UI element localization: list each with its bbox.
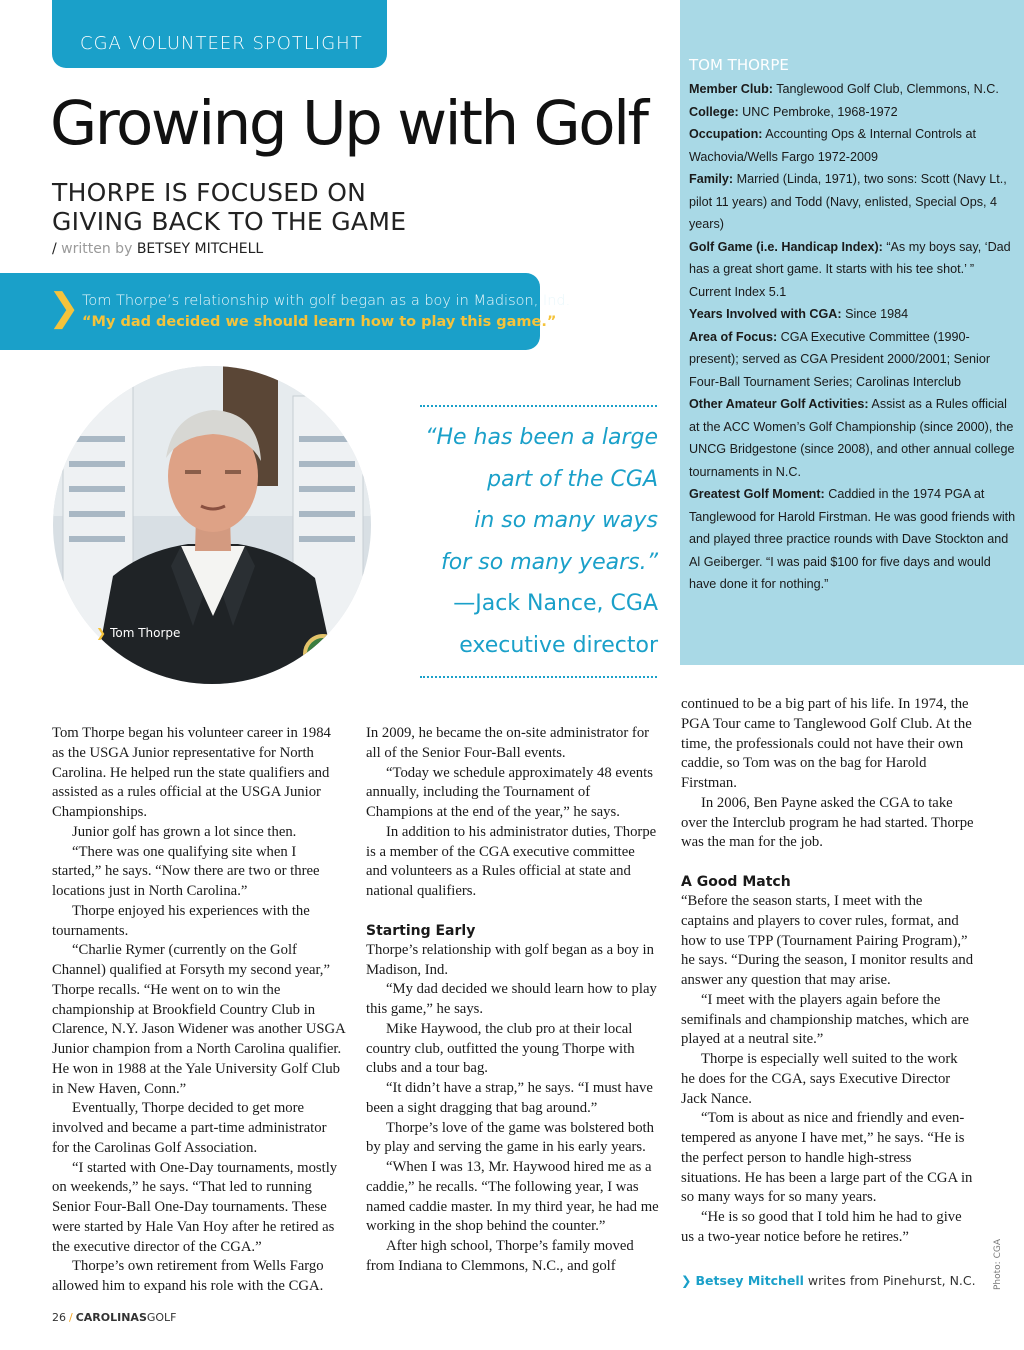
pullquote-line: part of the CGA <box>487 466 658 492</box>
paragraph: After high school, Thorpe’s family moved from Indiana to Clemmons, N.C., and golf <box>366 1238 634 1274</box>
paragraph: Junior golf has grown a lot since then. <box>72 823 297 840</box>
article-title: Growing Up with Golf <box>50 88 647 159</box>
sidebar-title: TOM THORPE <box>689 56 789 74</box>
intro-callout <box>0 273 571 350</box>
photo-caption-text: Tom Thorpe <box>110 626 181 640</box>
paragraph: “Before the season starts, I meet with the captains and players to cover rules, format, and how to use TPP (Tournament Pairing Program),” he says. “During the season, I monitor results and answer any question that may arise. <box>681 893 974 988</box>
article-subtitle <box>52 178 406 236</box>
paragraph: “When I was 13, Mr. Haywood hired me as a caddie,” he recalls. “The following year, I was named caddie master. In my third year, he had me working in the shop behind the counter.” <box>366 1159 659 1235</box>
paragraph: Tom Thorpe began his volunteer career in 1984 as the USGA Junior representative for North Carolina. He helped run the state qualifiers and assisted as a rules official at the USGA Junior Championships. <box>52 725 331 820</box>
sidebar-fact: Golf Game (i.e. Handicap Index): “As my boys say, ‘Dad has a great short game. It starts with his tee shot.’ ” Current Index 5.1 <box>689 239 1011 299</box>
magazine-name-rest: GOLF <box>146 1311 177 1324</box>
magazine-name-bold: CAROLINAS <box>75 1311 147 1324</box>
callout-line-2: “My dad decided we should learn how to play this game.” <box>82 314 557 330</box>
section-tab <box>52 0 387 68</box>
paragraph: “I meet with the players again before the semifinals and championship matches, which are played at a neutral site.” <box>681 991 969 1048</box>
paragraph: Thorpe’s own retirement from Wells Fargo allowed him to expand his role with the CGA. <box>52 1258 324 1294</box>
sidebar-fact: College: UNC Pembroke, 1968-1972 <box>689 104 898 119</box>
sidebar-fact: Other Amateur Golf Activities: Assist as a Rules official at the ACC Women’s Golf Championship (since 2000), the UNCG Bridgestone (since 2008), and other annual college tournaments in N.C. <box>689 397 1015 479</box>
subtitle-line-2: GIVING BACK TO THE GAME <box>52 207 407 236</box>
paragraph: Thorpe enjoyed his experiences with the tournaments. <box>52 902 310 939</box>
pullquote-line: in so many ways <box>474 508 658 533</box>
pullquote-attribution-title: executive director <box>459 632 658 658</box>
article-column-3 <box>681 695 974 1248</box>
paragraph: Thorpe’s love of the game was bolstered both by play and serving the game in his early years. <box>366 1119 654 1156</box>
page-number: 26 <box>52 1311 66 1324</box>
pullquote-bottom-rule <box>420 676 657 678</box>
paragraph: “My dad decided we should learn how to play this game,” he says. <box>366 981 657 1017</box>
byline <box>52 241 263 257</box>
paragraph: “It didn’t have a strap,” he says. “I must have been a sight dragging that bag around.” <box>366 1080 653 1116</box>
pull-quote <box>418 417 658 666</box>
sidebar-facts <box>689 78 1019 596</box>
paragraph: Thorpe is especially well suited to the work he does for the CGA, says Executive Director Jack Nance. <box>681 1051 958 1107</box>
byline-author: BETSEY MITCHELL <box>136 241 264 257</box>
paragraph: “I started with One-Day tournaments, mostly on weekends,” he says. “That led to running Senior Four-Ball One-Day tournaments. These were started by Hale Van Hoy after he retired as the executive director of the CGA.” <box>52 1159 338 1255</box>
chevron-right-icon: ❯ <box>681 1273 692 1288</box>
callout-line-1: Tom Thorpe’s relationship with golf began as a boy in Madison, Ind. <box>82 293 571 309</box>
pullquote-line: “He has been a large <box>425 425 658 450</box>
author-bio <box>681 1273 976 1288</box>
paragraph: “Charlie Rymer (currently on the Golf Channel) qualified at Forsyth my second year,” Thorpe recalls. “He went on to win the championship at Brookfield Country Club in Clarence, N.Y. Jason Widener was another USGA Junior champion from a North Carolina qualifier. He won in 1988 at the Yale University Golf Club in New Haven, Conn.” <box>52 942 345 1097</box>
paragraph: “He is so good that I told him he had to give us a two-year notice before he retires.” <box>681 1209 962 1245</box>
fact-sidebar <box>680 0 1024 665</box>
paragraph: “Tom is about as nice and friendly and even-tempered as anyone I have met,” he says. “He is the perfect person to handle high-stress situations. He has been a large part of the CGA in so many ways for so many years. <box>681 1110 973 1206</box>
article-column-1 <box>52 724 345 1297</box>
section-heading: A Good Match <box>681 874 791 890</box>
paragraph: Mike Haywood, the club pro at their local country club, outfitted the young Thorpe with clubs and a tour bag. <box>366 1020 635 1077</box>
page-footer <box>52 1311 177 1324</box>
sidebar-fact: Family: Married (Linda, 1971), two sons: Scott (Navy Lt., pilot 11 years) and Todd (Navy, enlisted, Special Ops, 4 years) <box>689 172 1007 231</box>
pullquote-attribution: —Jack Nance, CGA <box>453 591 658 616</box>
paragraph: “Today we schedule approximately 48 events annually, including the Tournament of Champions at the end of the year,” he says. <box>366 764 653 820</box>
paragraph: continued to be a big part of his life. In 1974, the PGA Tour came to Tanglewood Golf Club. At the time, the professionals could not have their own caddie, so Tom was on the bag for Harold Firstman. <box>681 696 972 791</box>
sidebar-fact: Member Club: Tanglewood Golf Club, Clemmons, N.C. <box>689 82 999 96</box>
section-heading: Starting Early <box>366 922 476 939</box>
paragraph: In 2009, he became the on-site administrator for all of the Senior Four-Ball events. <box>366 725 650 761</box>
byline-prefix: / <box>52 241 62 257</box>
section-tab-label: CGA VOLUNTEER SPOTLIGHT <box>80 33 363 54</box>
sidebar-fact: Years Involved with CGA: Since 1984 <box>689 307 909 321</box>
sidebar-fact: Occupation: Accounting Ops & Internal Controls at Wachovia/Wells Fargo 1972-2009 <box>689 127 976 164</box>
author-bio-text: writes from Pinehurst, N.C. <box>803 1273 976 1288</box>
chevron-right-icon: ❯ <box>96 626 107 640</box>
footer-slash: / <box>69 1311 73 1324</box>
paragraph: In 2006, Ben Payne asked the CGA to take over the Interclub program he had started. Thorpe was the man for the job. <box>681 794 974 851</box>
photo-credit: Photo: CGA <box>993 1239 1003 1290</box>
paragraph: “There was one qualifying site when I started,” he says. “Now there are two or three locations just in North Carolina.” <box>52 843 320 899</box>
paragraph: Thorpe’s relationship with golf began as a boy in Madison, Ind. <box>366 941 654 978</box>
pullquote-line: for so many years.” <box>441 549 658 575</box>
pullquote-top-rule <box>420 405 657 407</box>
photo-caption <box>96 626 180 640</box>
paragraph: Eventually, Thorpe decided to get more involved and became a part-time administrator for the Carolinas Golf Association. <box>52 1100 327 1156</box>
subtitle-line-1: THORPE IS FOCUSED ON <box>52 178 367 207</box>
sidebar-fact: Area of Focus: CGA Executive Committee (1990-present); served as CGA President 2000/2001; Senior Four-Ball Tournament Series; Carolinas Interclub <box>689 329 991 389</box>
chevron-right-icon: ❯ <box>48 285 80 329</box>
article-column-2 <box>366 724 659 1277</box>
author-name: Betsey Mitchell <box>695 1273 804 1288</box>
byline-label: written by <box>61 241 137 257</box>
paragraph: In addition to his administrator duties, Thorpe is a member of the CGA executive committee and volunteers as a Rules official at state and national qualifiers. <box>366 823 657 899</box>
sidebar-fact: Greatest Golf Moment: Caddied in the 1974 PGA at Tanglewood for Harold Firstman. He was good friends with and played three practice rounds with Dave Stockton and Al Geiberger. “I was paid $100 for five days and would have done it for nothing.” <box>689 487 1016 591</box>
